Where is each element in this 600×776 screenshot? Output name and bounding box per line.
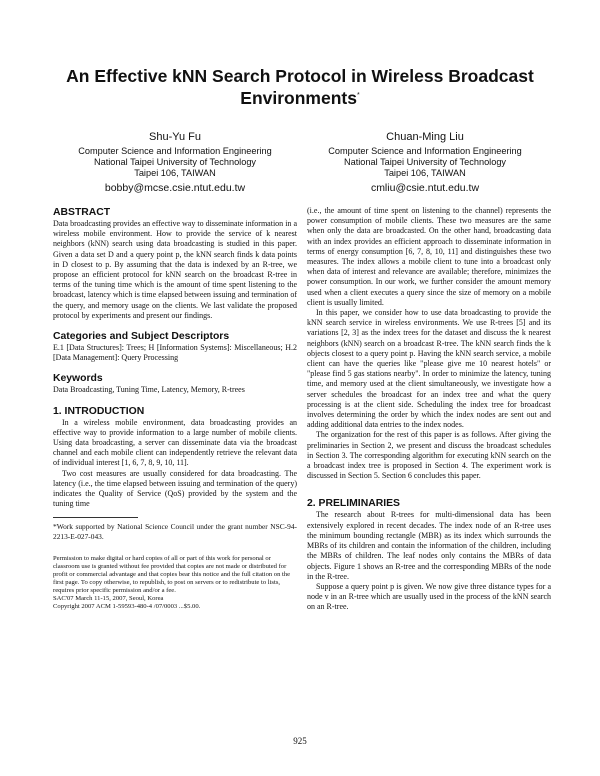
preliminaries-paragraph-2: Suppose a query point p is given. We now give three distance types for a node v in an R-tree which are usually used in the process of the kNN search on an R-tree. bbox=[307, 581, 551, 612]
preliminaries-heading: 2. PRELIMINARIES bbox=[307, 498, 400, 510]
keywords-text: Data Broadcasting, Tuning Time, Latency, Memory, R-trees bbox=[53, 385, 245, 395]
copyright-line: Copyright 2007 ACM 1-59593-480-4 /07/0003 ...$5.00. bbox=[53, 603, 201, 611]
author-univ: National Taipei University of Technology bbox=[343, 157, 507, 167]
preliminaries-paragraph-1: The research about R-trees for multi-dimensional data has been extensively explored in recent decades. The index node of an R-tree uses the minimum bounding rectangle (MBR) as its index which surrounds the MBRs of its children and contain the information of the children, including the MBRs of children. The leaf nodes only contains the MBRs of data objects. Figure 1 shows an R-tree and the corresponding MBRs of the node in the R-tree. bbox=[307, 510, 551, 581]
right-column bbox=[307, 206, 551, 613]
keywords-heading: Keywords bbox=[53, 373, 103, 385]
author-block-1 bbox=[50, 130, 300, 195]
footnote: *Work supported by National Science Council under the grant number NSC-94-2213-E-027-043. bbox=[53, 522, 297, 541]
abstract-heading: ABSTRACT bbox=[53, 207, 111, 218]
footnote-rule bbox=[53, 517, 138, 518]
author-dept: Computer Science and Information Engineering bbox=[78, 146, 272, 156]
author-dept: Computer Science and Information Engineering bbox=[328, 146, 522, 156]
author-email: cmliu@csie.ntut.edu.tw bbox=[370, 182, 480, 194]
author-name: Chuan-Ming Liu bbox=[386, 131, 464, 143]
title-text: An Effective kNN Search Protocol in Wireless Broadcast Environments bbox=[66, 66, 534, 108]
introduction-heading: 1. INTRODUCTION bbox=[53, 405, 145, 417]
venue-line: SAC'07 March 11-15, 2007, Seoul, Korea bbox=[53, 595, 164, 603]
author-city: Taipei 106, TAIWAN bbox=[134, 168, 216, 178]
categories-heading: Categories and Subject Descriptors bbox=[53, 331, 230, 343]
categories-text: E.1 [Data Structures]: Trees; H [Information Systems]: Miscellaneous; H.2 [Data Management]: Query Processing bbox=[53, 343, 297, 363]
abstract-text: Data broadcasting provides an effective way to disseminate information in a wireless mobile environment. How to provide the service of k nearest neighbors (kNN) search using data broadcasting is studied in this paper. Given a data set D and a query point p, the kNN search finds k data points in D closest to p. By assuming that the data is indexed by an R-tree, we propose an efficient protocol for kNN search on the broadcast R-tree in terms of the tuning time which is the amount of time spent listening to the broadcast, latency which is time elapsed between issuing and termination of the query, and memory usage on the clients. We last validate the proposed protocol by experiments and present our findings. bbox=[53, 219, 297, 320]
intro-continued-paragraph-2: In this paper, we consider how to use data broadcasting to provide the kNN search service in wireless environments. We use R-trees [5] and its variations [2, 3] as the index trees for the dataset and discuss the k nearest neighbors (kNN) search on a broadcast R-tree. The kNN search finds the k objects closest to a query point p. Having the kNN search service, a mobile client can have the queries like "please give me 10 nearest hotels" or "please find 5 gas stations nearby". In order to minimize the latency, tuning time, and memory used at the client simultaneously, we investigate how a server schedules the broadcast for an index tree and what the query processing is at the client side. Scheduling the index tree for broadcast involves determining the order by which the index nodes are sent out and adding additional data entries to the index nodes. bbox=[307, 308, 551, 430]
author-block-2 bbox=[300, 130, 550, 195]
title-footnote-mark: * bbox=[356, 92, 360, 99]
intro-continued-paragraph-1: (i.e., the amount of time spent on listening to the channel) represents the power consumption of mobile clients. These two measures are the same when only the data are broadcasted. On the other hand, broadcasting data with an index provides an efficient approach to disseminate information in terms of energy consumption [6, 7, 8, 10, 11] and distinguishes these two measures. The index allows a mobile client to tune into a broadcast only when data of interest and relevance are available; therefore, minimizes the power consumption. In our work, we further consider the amount memory used when a client executes a query since the size of memory on a mobile client is usually limited. bbox=[307, 206, 551, 307]
introduction-paragraph-2: Two cost measures are usually considered for data broadcasting. The latency (i.e., the time elapsed between issuing and termination of the query) indicates the Quality of Service (QoS) provided by the system and the tuning time bbox=[53, 468, 297, 509]
author-univ: National Taipei University of Technology bbox=[93, 157, 257, 167]
author-city: Taipei 106, TAIWAN bbox=[384, 168, 466, 178]
left-column bbox=[53, 206, 297, 612]
intro-continued-paragraph-3: The organization for the rest of this paper is as follows. After giving the preliminaries in Section 2, we present and discuss the broadcast schedules in Section 3. The corresponding algorithm for executing kNN search on the a broadcast index tree is proposed in Section 4. The experiment work is discussed in Section 5. Section 6 concludes this paper. bbox=[307, 430, 551, 481]
permission-notice: Permission to make digital or hard copies of all or part of this work for personal or classroom use is granted without fee provided that copies are not made or distributed for profit or commercial advantage and that copies bear this notice and the full citation on the first page. To copy otherwise, to republish, to post on servers or to redistribute to lists, requires prior specific permission and/or a fee. bbox=[53, 554, 291, 595]
author-email: bobby@mcse.csie.ntut.edu.tw bbox=[104, 182, 246, 194]
page-number: 925 bbox=[293, 736, 307, 746]
paper-title bbox=[40, 66, 560, 108]
author-name: Shu-Yu Fu bbox=[149, 131, 201, 143]
introduction-paragraph-1: In a wireless mobile environment, data broadcasting provides an effective way to provide information to a large number of mobile clients. Using data broadcasting, a server can disseminate data via the broadcast channel and each mobile client can independently retrieve the relevant data of individual interest [1, 6, 7, 8, 9, 10, 11]. bbox=[53, 417, 297, 468]
